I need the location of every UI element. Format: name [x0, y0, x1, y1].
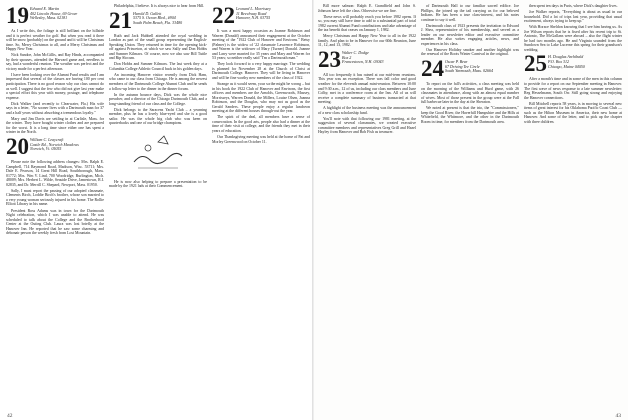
address-line: 67 Driving Tee Circle	[445, 63, 480, 69]
class-entry-22	[212, 6, 310, 26]
class-year-number: 21	[109, 7, 132, 33]
secretary-name: William C. Leaycraft	[30, 137, 64, 143]
class-secretary-address	[30, 6, 77, 21]
address-line: Chicago, Maine 04050	[548, 63, 585, 69]
paragraph: Don Hobbs and Sumner Kilmarx. The last week they at a Columbia College Athletic Council back in his golden days.	[109, 62, 207, 71]
class-year-number: 20	[6, 134, 29, 160]
secretary-name: Harold D. Gallett	[133, 10, 162, 16]
right-col-2	[421, 4, 519, 414]
class-secretary-address	[133, 11, 182, 26]
left-col-2	[109, 4, 207, 414]
paragraph: Merry Christmas and Happy New Year to all in the 1922 family. And plan to be in Hanover for our 60th Reunion, June 11, 12, and 13, 1982.	[318, 34, 416, 48]
class-year-number: 22	[212, 4, 235, 28]
paragraph: Mary and Jim Davis are settling in at Carlisle, Mass. for the winter. They have bought winter clothes and are prepared for the worst. It is a long time since either one has spent a winter in the North.	[6, 116, 104, 135]
paragraph: The spirit of the deal, all members have a sense of consecration. In the good arts, people also had a dinner at the time of their visit at college, and the friends they met in their years of education.	[212, 115, 310, 133]
paragraph: In the autumn bounce days, Dick was the whole nice preacher, and a director of the Chicago Dartmouth Club, and a long-standing friend of our class and the College.	[109, 92, 207, 106]
address-line: Wellesley, Mass. 02181	[30, 15, 68, 21]
paragraph: Bill more salmon: Ralph E. Grandfield and John S. Johnson have left the class. Otherwise we are fine.	[318, 4, 416, 13]
paragraph: An incoming Hanover visitor recently from Dick Ham, who came to our class from Chicago. He is among the newest members of the Dartmouth College Alumni Club and he sends a follow-up letter to the dinner in the dinner forum.	[109, 72, 207, 91]
class-year-number: 25	[524, 51, 547, 77]
paragraph: As I write this, the foliage is still brilliant on the hillside and it is perfect weather for golf. But when you read it there will be snow (probably) on the ground and it will be Christmas time. So, Merry Christmas to all, and a Merry Christmas and Happy New Year.	[6, 29, 104, 52]
paragraph: It was a most happy occasion as Joanne Robinson and Warren (Donald) announced their engagement at the October meeting of the "1922 Club of Hanover and Environs." Betsy (Palmer) is the widow of '22 classmate Lawrence Robinson, and Warren is the widower of Mary (Turner) Donald. Joanne and Larry were married for 35 years and Mary and Warren for 53 years; so neither really said "I'm a Dartmouth man."	[212, 29, 310, 61]
class-secretary-address	[342, 50, 383, 65]
class-year-number: 19	[6, 4, 29, 28]
right-page	[314, 0, 628, 420]
paragraph: We noted at present is that the trio, the "Commissioners," keep the Good River, the Haverhill Hampshire and the Hills at Whitefield, the Whitmore, and the other in the Dartmouth Room in time, for members from the Dartmouth area.	[421, 106, 519, 124]
paragraph: then spent ten days in Paris, where Dick's daughter lives.	[529, 4, 618, 8]
paragraph: They look forward to a very happy marriage. The wedding is planned for November 28 at the Church of Christ at Dartmouth College. Hanover. They will be living in Hanover and will be fine worthy new members of the class of 1922.	[212, 62, 310, 80]
paragraph: Joe Walker reports, "Everything is about as usual in our household. Did a lot of trips last year, providing that usual excitement, always trying to keep up."	[524, 10, 622, 24]
class-entry-25	[524, 51, 622, 77]
paragraph: Our Hanover Holiday smoker and another highlight was the renewal of the Roots Winter Carnival in the original.	[421, 47, 519, 57]
paragraph: A highlight of the business meeting was the announcement of a new class scholarship fund.	[318, 106, 416, 115]
paragraph: To report on the fall's activities, a class meeting was held on the morning of the Williams and Hurd game, with 26 classmates in attendance, along with an almost equal number of wives. Most of those present in the group were at the Fall full barbecue later in the day at the Sheraton.	[421, 82, 519, 105]
paragraph: of Dartmouth Hall to our familiar sacred edifice. Joe Phillips, the joined up the tail carrying us for our beloved Indians. He has been a true class-interest, and his notes continue to say it well.	[421, 4, 519, 22]
class-secretary-address	[548, 54, 585, 69]
paragraph: These news will probably reach you before 1982 opens. If so, you may still have time to add to a substantial part of total 1982 current Alumni Fund contributions and take advantage of the tax benefit that ceases on January 1, 1982.	[318, 14, 416, 33]
secretary-name: Leonard L. Morrissey	[236, 6, 271, 11]
paragraph: Dick belongs to the Saracens Yacht Club – a yearning member, plus he has a lovely blue-eyed and she is a good sailor. He was the whole big club who was keen on quarterbacks and one of our bridge champions.	[109, 107, 207, 126]
address-line: Norwich, Vt. 05055	[30, 146, 62, 152]
sketch-illustration	[128, 132, 188, 172]
paragraph: Sally, I must report the passing of our adopted classmate, Clements Birch, Loddie Birch's brother, whose son married to a very young woman seriously injured in his home. The Rollie Elliott Library in his name.	[6, 188, 104, 207]
address-line: South Palm Beach, Fla. 33480	[133, 19, 183, 25]
right-col-1	[318, 4, 416, 414]
address-line: South Yarmouth, Mass. 02664	[445, 68, 493, 74]
page-number: 42	[7, 413, 13, 419]
address-line: P.O. Box 312	[548, 59, 570, 65]
paragraph: Nick Sandoe, John McGillis, and Ray Hinds, accompanied by their spouses, attended the Harvard game and, needless to say, had a wonderful reunion. The weather was perfect and the victory made for a perfect afternoon.	[6, 53, 104, 71]
address-line: 402 Lincoln House, 69 Grove	[30, 10, 78, 16]
class-secretary-address	[30, 137, 79, 152]
class-entry-24	[421, 56, 519, 82]
paragraph: Philadelphia, I believe. It is always nice to hear from Hill.	[114, 4, 205, 8]
left-col-1	[6, 4, 104, 414]
secretary-name: Edward E. Martin	[30, 6, 60, 11]
address-line: Box 2	[342, 54, 352, 60]
paragraph: Strange as it would seem, your scribe might be wrong – but in his book the 1922 Club of Hanover and Environs, the first officers and members are the Arnolds, Greenwoods, Massey, Morrisseys, Warren Donald, the Millers, Louise Olsen, Joanna Robinson, and the Douglas, who may not as good as the Gerald Sanders. These people enjoy a regular luncheon meeting at the different houses through-out the year.	[212, 82, 310, 114]
class-year-number: 23	[318, 46, 341, 72]
paragraph: He is now also helping to prepare a presentation to be made by the 1921 lads at their Commencement.	[109, 179, 207, 189]
secretary-name: Oscar P. Bear	[445, 59, 468, 65]
class-year-number: 24	[421, 56, 444, 82]
paragraph: Dick Walker (and recently to Clearwater, Fla.) His wife says in a letter, "No sooner lives with a Dartmouth man for 37 and a half years without absorbing a tremendous loyalty."	[6, 101, 104, 115]
left-col-3	[212, 4, 310, 414]
paragraph: Please note the following address changes: Mrs. Ralph E. Campbell, 714 Raymond Road, Madison, Wisc. 53711; Mrs. Dale E. Pearson, 14 Great Hill Road, Southborough, Mass. 01772; Mrs. Wm V. Lind, 700 Woodridge, Burlington, Mich. 48009; Mrs. Herbert L. Wilde, Seaside Drive, Jamestown, R.I. 02835, and Dr. Merrill C. Shepard, Newport, Mass. 01950.	[6, 160, 104, 187]
address-line: 5375 S. Ocean Blvd., #904	[133, 15, 176, 21]
paragraph: You'll note with that following our 1981 meeting, at the suggestion of several classmates, we created executive committee members and representatives Greg Grill and Hazel Hayley from Hanover and Bob Fish as treasurer.	[318, 116, 416, 135]
paragraph: Ruth and Jack Hubbell attended the royal wedding in London as part of the small group representing the English-Speaking Union. They returned in time for the opening kick-off against Princeton, at which we saw Sally and Don Hobbs and Sumner Kilmarx. Of course, now we also saw Bill Tuttle and Rip Slocum.	[109, 33, 207, 61]
class-entry-20	[6, 134, 104, 160]
class-secretary-address	[445, 59, 493, 74]
address-line: 11 Beechway Road	[236, 10, 267, 16]
paragraph: Bill Mitchell reports 58 years, is in moving to several new items of great interest for his Oklahoma Pacific Coast Club — such as the Hilton Museum in America, their new home at Hanover. And some of the letter, and to pick up the chapter with three children.	[524, 101, 622, 124]
class-entry-19	[6, 6, 104, 26]
paragraph: After a month's time and in some of the men in this column to provide for a report on our September meeting in Hanover. The first wave of news response to a late summer newsletter: Reg Hesselmann, South Orr. Still going strong and enjoying the Hanover connections.	[524, 77, 622, 100]
paragraph: Dartmouth class of 1923 presents the invitation to Edward J. Shea, representative of his membership, and served as a leader on our newsletter editor and executive committee member. He also writes engaging articles, news, and experiences in his class.	[421, 23, 519, 46]
secretary-name: H. Douglas Archibald	[548, 54, 584, 60]
page-number: 43	[615, 413, 621, 419]
class-entry-23	[318, 46, 416, 72]
paragraph: With Horace Sheldon knowing that I see him having us. As Joe Wilson reports that he is fixed after his recent trip to St. Antonio, The McGallans were abroad – also the flight winter he had two months ago. He and Virginia sounded from the Sundown Sea to Lake Lucerne this spring for their grandson's wedding.	[524, 25, 622, 52]
address-line: Hanover, N.H. 03755	[236, 15, 271, 21]
paragraph: I have been looking over the Alumni Fund results and I am impressed that several of the classes are having 100 per cent participation. There is no good reason why our class cannot do as well. I suggest that the few who did not give last year make a special effort this year with money, postage, and telephone expense.	[6, 72, 104, 100]
address-line: Castle Rd., Norwich Meadows	[30, 141, 79, 147]
paragraph: President Ross Adams was in town for the Dartmouth Night celebration, which I was unable to attend. He was scheduled to talk about the College and the Brotherhood Center at the Outing Club. Laura was lost briefly at the Hanover Inn. He reported that he saw some charming and debonair person the weekly fresh from Lost Mountain.	[6, 208, 104, 236]
secretary-name: Walter C. Dodge	[342, 49, 369, 55]
paragraph: Our Thanksgiving meeting was held at the home of Pat and Morley Greenwood on October 11.	[212, 135, 310, 144]
class-secretary-address	[236, 6, 271, 21]
address-line: Francestown, N.H. 03043	[342, 59, 384, 65]
class-entry-21	[109, 7, 207, 33]
right-col-3	[524, 4, 622, 414]
paragraph: All too frequently it has rained at our mid-term reunions. This year was an exception. There was fall color and good weather for the eleventh annual mini-reunion. Between 10:00 and 9:30 a.m., 12 of us, including our class members and June Colby, met in a conference room at the Inn. All of us will receive a complete summary of business transacted at that meeting.	[318, 72, 416, 105]
